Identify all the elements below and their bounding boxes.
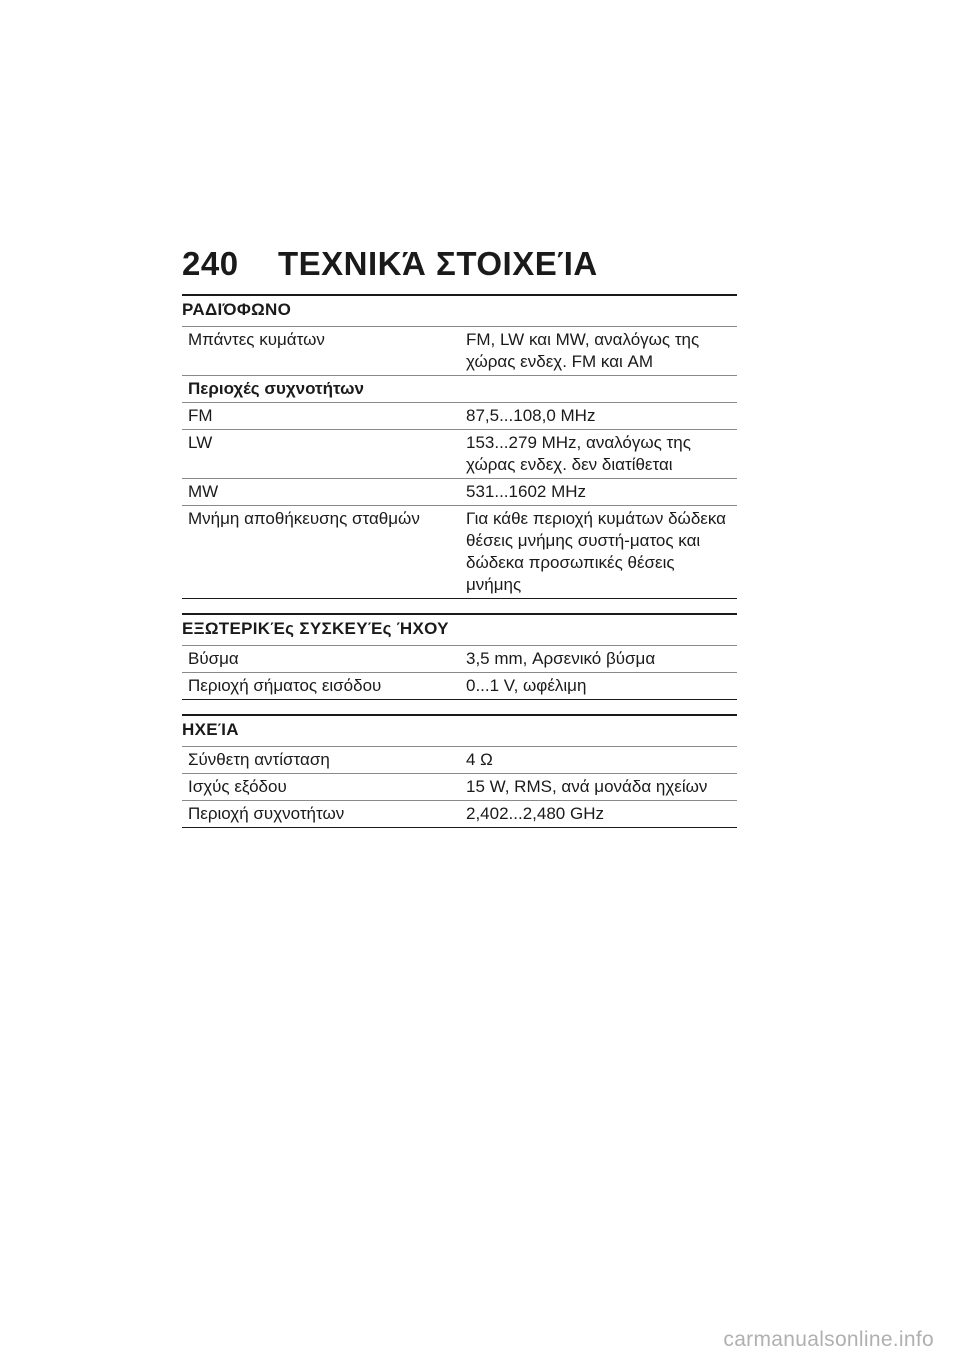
table-row (182, 646, 737, 673)
spec-value: 531...1602 MHz (460, 479, 737, 506)
spec-label: Περιοχή σήματος εισόδου (182, 673, 460, 700)
page-header (182, 244, 742, 284)
section-title-speakers: ΗΧΕΊΑ (182, 714, 737, 746)
section-title-radio: ΡΑΔΙΌΦΩΝΟ (182, 294, 737, 326)
table-row (182, 774, 737, 801)
spec-content (182, 294, 737, 828)
page-number: 240 (182, 245, 239, 282)
table-row (182, 479, 737, 506)
section-title-external-audio: ΕΞΩΤΕΡΙΚΈς ΣΥΣΚΕΥΈς ΉΧΟΥ (182, 613, 737, 645)
spec-label: Μνήμη αποθήκευσης σταθμών (182, 506, 460, 599)
spec-table-speakers (182, 746, 737, 828)
spec-value: 4 Ω (460, 747, 737, 774)
spec-value: 2,402...2,480 GHz (460, 801, 737, 828)
spec-value: Για κάθε περιοχή κυμάτων δώδεκα θέσεις μνήμης συστή-ματος και δώδεκα προσωπικές θέσεις μνήμης (460, 506, 737, 599)
table-row (182, 673, 737, 700)
page-title: ΤΕΧΝΙΚΆ ΣΤΟΙΧΕΊΑ (278, 245, 598, 282)
spec-label: MW (182, 479, 460, 506)
table-subheading-row (182, 376, 737, 403)
table-row (182, 506, 737, 599)
spec-subheading: Περιοχές συχνοτήτων (182, 376, 737, 403)
spec-table-external-audio (182, 645, 737, 700)
table-row (182, 327, 737, 376)
spec-label: FM (182, 403, 460, 430)
table-row (182, 801, 737, 828)
table-row (182, 747, 737, 774)
spec-value: FM, LW και MW, αναλόγως της χώρας ενδεχ. FM και AM (460, 327, 737, 376)
spec-label: Μπάντες κυμάτων (182, 327, 460, 376)
spec-label: Περιοχή συχνοτήτων (182, 801, 460, 828)
table-row (182, 430, 737, 479)
table-row (182, 403, 737, 430)
spec-label: Βύσμα (182, 646, 460, 673)
spec-label: Ισχύς εξόδου (182, 774, 460, 801)
spec-value: 15 W, RMS, ανά μονάδα ηχείων (460, 774, 737, 801)
spec-value: 153...279 MHz, αναλόγως της χώρας ενδεχ. δεν διατίθεται (460, 430, 737, 479)
spec-value: 0...1 V, ωφέλιμη (460, 673, 737, 700)
spec-table-radio (182, 326, 737, 599)
watermark: carmanualsonline.info (723, 1328, 934, 1351)
spec-label: Σύνθετη αντίσταση (182, 747, 460, 774)
spec-value: 87,5...108,0 MHz (460, 403, 737, 430)
spec-value: 3,5 mm, Αρσενικό βύσμα (460, 646, 737, 673)
spec-label: LW (182, 430, 460, 479)
